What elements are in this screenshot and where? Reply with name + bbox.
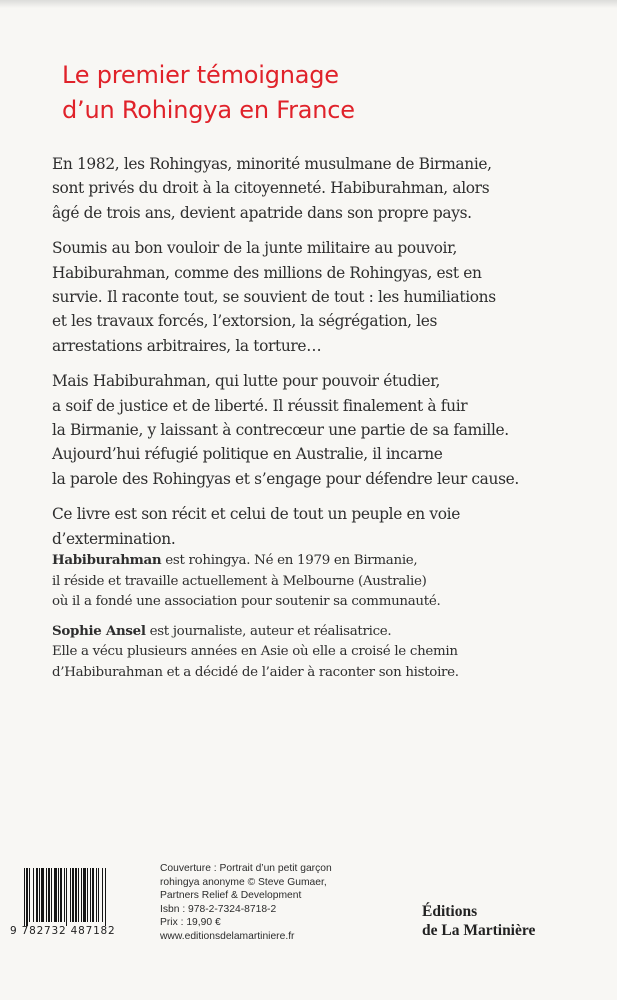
isbn-barcode bbox=[22, 868, 150, 926]
barcode-bar bbox=[81, 868, 82, 922]
barcode-digits: 9 782732 487182 bbox=[10, 925, 116, 937]
credit-line: Couverture : Portrait d’un petit garçon bbox=[160, 863, 332, 874]
summary-line: Soumis au bon vouloir de la junte militaire au pouvoir, bbox=[52, 239, 457, 258]
barcode-bar bbox=[33, 868, 34, 922]
summary-line: Mais Habiburahman, qui lutte pour pouvoir étudier, bbox=[52, 372, 441, 391]
barcode-bar bbox=[64, 868, 65, 922]
bio-line: Elle a vécu plusieurs années en Asie où elle a croisé le chemin bbox=[52, 644, 458, 659]
barcode-bar bbox=[102, 868, 103, 922]
barcode-bar bbox=[36, 868, 38, 922]
barcode-bar bbox=[90, 868, 91, 922]
barcode-bar bbox=[70, 868, 71, 922]
bio-line: il réside et travaille actuellement à Melbourne (Australie) bbox=[52, 573, 427, 589]
bio-line: d’Habiburahman et a décidé de l’aider à raconter son histoire. bbox=[52, 664, 459, 680]
bio-line bbox=[52, 550, 572, 572]
website-line: www.editionsdelamartiniere.fr bbox=[160, 930, 295, 942]
barcode-bar bbox=[96, 868, 97, 922]
isbn-line: Isbn : 978-2-7324-8718-2 bbox=[160, 903, 277, 915]
barcode-bar bbox=[24, 868, 25, 926]
barcode-bar bbox=[54, 868, 57, 922]
summary-line: la parole des Rohingyas et s’engage pour défendre leur cause. bbox=[52, 469, 519, 488]
barcode-bar bbox=[39, 868, 40, 922]
summary-paragraph-2 bbox=[52, 236, 572, 358]
price-line: Prix : 19,90 € bbox=[160, 917, 221, 929]
summary-line: âgé de trois ans, devient apatride dans son propre pays. bbox=[52, 203, 472, 222]
barcode-bar bbox=[98, 868, 99, 922]
headline-line-1: Le premier témoignage bbox=[62, 61, 339, 89]
author-bio bbox=[52, 550, 572, 613]
barcode-bars bbox=[22, 868, 150, 926]
coauthor-bio bbox=[52, 621, 572, 684]
summary-line: arrestations arbitraires, la torture… bbox=[52, 336, 322, 355]
barcode-bar bbox=[72, 868, 74, 922]
publisher-logo bbox=[422, 902, 572, 940]
barcode-bar bbox=[75, 868, 77, 922]
barcode-bar bbox=[60, 868, 62, 922]
bio-line bbox=[52, 621, 572, 643]
barcode-bar bbox=[29, 868, 30, 922]
barcode-bar bbox=[66, 868, 67, 926]
summary-line: sont privés du droit à la citoyenneté. Habiburahman, alors bbox=[52, 179, 490, 198]
barcode-bar bbox=[46, 868, 47, 922]
bio-text: est journaliste, auteur et réalisatrice. bbox=[145, 623, 392, 639]
coauthor-name: Sophie Ansel bbox=[52, 622, 146, 639]
summary-line: a soif de justice et de liberté. Il réussit finalement à fuir bbox=[52, 396, 468, 415]
summary-paragraph-3 bbox=[52, 369, 572, 491]
publisher-line-1: Éditions bbox=[422, 903, 478, 920]
barcode-bar bbox=[105, 868, 106, 926]
bio-line: où il a fondé une association pour soutenir sa communauté. bbox=[52, 594, 441, 609]
book-summary bbox=[52, 152, 572, 562]
summary-line: Habiburahman, comme des millions de Rohingyas, est en bbox=[52, 263, 482, 282]
summary-line: d’extermination. bbox=[52, 529, 176, 548]
summary-line: la Birmanie, y laissant à contrecœur une partie de sa famille. bbox=[52, 421, 509, 440]
bio-text: est rohingya. Né en 1979 en Birmanie, bbox=[161, 553, 418, 568]
barcode-bar bbox=[58, 868, 59, 922]
summary-line: survie. Il raconte tout, se souvient de tout : les humiliations bbox=[52, 288, 496, 307]
headline-line-2: d’un Rohingya en France bbox=[62, 96, 355, 124]
barcode-bar bbox=[51, 868, 52, 922]
summary-paragraph-1 bbox=[52, 152, 572, 225]
author-name: Habiburahman bbox=[52, 552, 162, 568]
cover-headline bbox=[62, 58, 582, 128]
author-bios bbox=[52, 550, 572, 691]
summary-paragraph-4 bbox=[52, 502, 572, 551]
barcode-bar bbox=[83, 868, 86, 922]
barcode-bar bbox=[92, 868, 94, 922]
barcode-bar bbox=[87, 868, 88, 922]
barcode-bar bbox=[26, 868, 28, 926]
barcode-bar bbox=[41, 868, 44, 922]
credit-line: rohingya anonyme © Steve Gumaer, bbox=[160, 876, 327, 888]
barcode-bar bbox=[78, 868, 79, 922]
summary-line: En 1982, les Rohingyas, minorité musulmane de Birmanie, bbox=[52, 155, 492, 173]
summary-line: Aujourd’hui réfugié politique en Australie, il incarne bbox=[52, 445, 443, 464]
summary-line: Ce livre est son récit et celui de tout un peuple en voie bbox=[52, 505, 460, 524]
top-edge-shadow bbox=[0, 0, 617, 8]
publisher-line-2: de La Martinière bbox=[422, 922, 536, 939]
cover-credits bbox=[160, 862, 390, 944]
credit-line: Partners Relief & Development bbox=[160, 890, 302, 902]
barcode-bar bbox=[48, 868, 50, 922]
summary-line: et les travaux forcés, l’extorsion, la ségrégation, les bbox=[52, 312, 438, 331]
